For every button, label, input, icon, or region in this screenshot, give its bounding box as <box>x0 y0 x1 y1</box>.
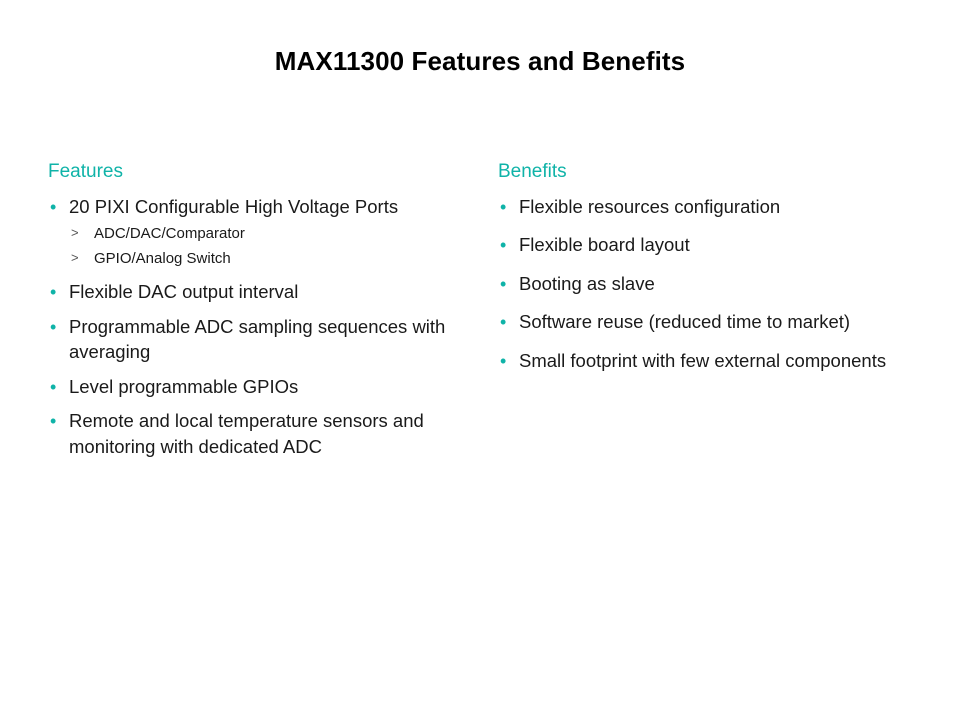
page-title: MAX11300 Features and Benefits <box>274 46 686 76</box>
sub-list-item <box>69 223 450 246</box>
bullet-icon: • <box>50 411 57 432</box>
list-item-label: Flexible board layout <box>519 234 690 256</box>
bullet-icon: • <box>500 350 507 371</box>
list-item <box>48 194 450 271</box>
list-item <box>498 232 920 258</box>
benefits-column <box>450 160 920 468</box>
list-item <box>498 348 920 374</box>
content-columns <box>0 160 960 468</box>
sub-bullet-icon: > <box>71 249 79 265</box>
features-heading: Features <box>48 161 123 182</box>
list-item-label: 20 PIXI Configurable High Voltage Ports <box>69 195 399 217</box>
list-item <box>498 194 920 220</box>
list-item <box>48 279 450 305</box>
sub-list-item-label: GPIO/Analog Switch <box>94 249 231 267</box>
list-item <box>498 309 920 335</box>
bullet-icon: • <box>50 316 57 337</box>
features-list <box>48 194 450 460</box>
sub-bullet-icon: > <box>71 225 79 241</box>
features-column <box>0 160 450 468</box>
list-item-label: Programmable ADC sampling sequences with averaging <box>69 315 446 363</box>
bullet-icon: • <box>500 312 507 333</box>
list-item-label: Level programmable GPIOs <box>69 375 299 397</box>
list-item-label: Booting as slave <box>519 272 655 294</box>
list-item-label: Small footprint with few external components <box>519 349 887 371</box>
list-item-label: Remote and local temperature sensors and monitoring with dedicated ADC <box>69 410 424 457</box>
sub-list-item <box>69 248 450 271</box>
bullet-icon: • <box>50 376 57 397</box>
bullet-icon: • <box>50 196 57 217</box>
benefits-heading: Benefits <box>498 161 567 182</box>
list-item-label: Flexible DAC output interval <box>69 281 299 303</box>
sub-list-item-label: ADC/DAC/Comparator <box>94 225 245 243</box>
bullet-icon: • <box>500 235 507 256</box>
list-item <box>48 374 450 400</box>
benefits-list <box>498 194 920 374</box>
list-item <box>48 408 450 459</box>
list-item-label: Flexible resources configuration <box>519 195 781 217</box>
list-item <box>498 271 920 297</box>
list-item <box>48 314 450 365</box>
bullet-icon: • <box>500 273 507 294</box>
bullet-icon: • <box>500 196 507 217</box>
features-sublist <box>69 223 450 270</box>
list-item-label: Software reuse (reduced time to market) <box>519 311 851 333</box>
bullet-icon: • <box>50 282 57 303</box>
